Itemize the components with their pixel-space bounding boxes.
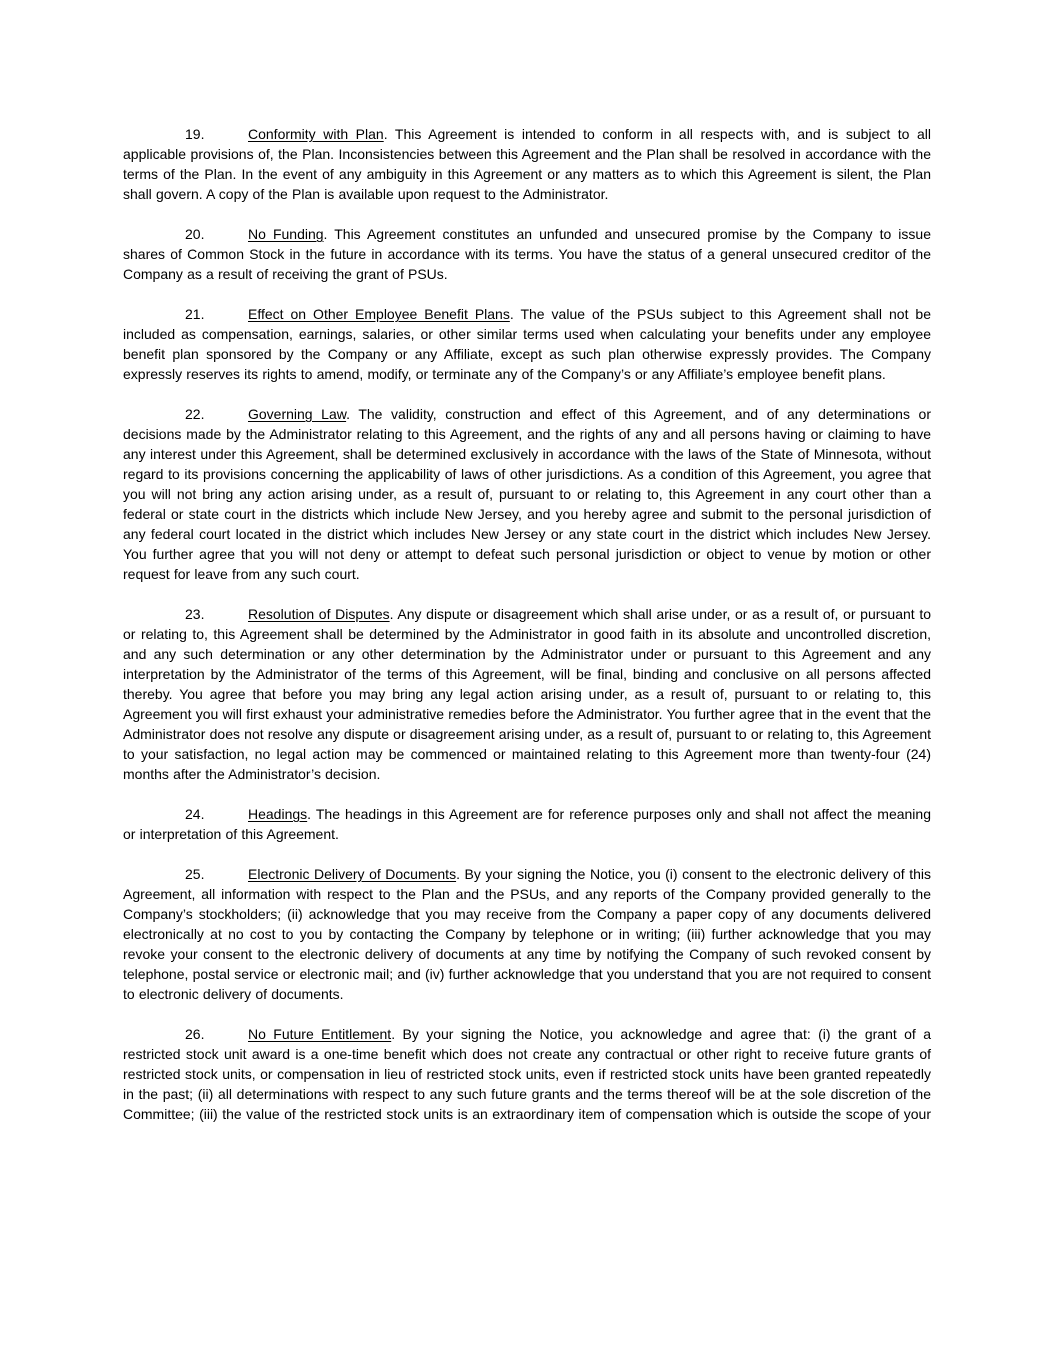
paragraph-20-no-funding [123, 224, 931, 284]
paragraph-21-effect-on-other-employee-benefit-plans [123, 304, 931, 384]
paragraph-body: . This Agreement constitutes an unfunded and unsecured promise by the Company to issue shares of Common Stock in the future in accordance with its terms. You have the status of a general unsecured creditor of the Company as a result of receiving the grant of PSUs. [123, 226, 931, 282]
paragraph-body: . The headings in this Agreement are for reference purposes only and shall not affect the meaning or interpretation of this Agreement. [123, 806, 931, 842]
paragraph-body: . By your signing the Notice, you acknowledge and agree that: (i) the grant of a restricted stock unit award is a one-time benefit which does not create any contractual or other right to receive future grants of restricted stock units, or compensation in lieu of restricted stock units, even if restricted stock units have been granted repeatedly in the past; (ii) all determinations with respect to any such future grants and the terms thereof will be at the sole discretion of the Committee; (iii) the value of the restricted stock units is an extraordinary item of compensation which is outside the scope of your [123, 1026, 931, 1122]
paragraph-number: 21. [185, 306, 205, 322]
paragraph-19-conformity-with-plan [123, 124, 931, 204]
paragraph-23-resolution-of-disputes [123, 604, 931, 784]
paragraph-number: 26. [185, 1026, 205, 1042]
paragraph-heading: Conformity with Plan [248, 126, 384, 142]
paragraph-body: . By your signing the Notice, you (i) consent to the electronic delivery of this Agreement, all information with respect to the Plan and the PSUs, and any reports of the Company provided generally to the Company’s stockholders; (ii) acknowledge that you may receive from the Company a paper copy of any documents delivered electronically at no cost to you by contacting the Company by telephone or in writing; (iii) further acknowledge that you may revoke your consent to the electronic delivery of documents at any time by notifying the Company of such revoked consent by telephone, postal service or electronic mail; and (iv) further acknowledge that you understand that you are not required to consent to electronic delivery of documents. [123, 866, 931, 1002]
paragraph-body: . Any dispute or disagreement which shall arise under, or as a result of, or pursuant to or relating to, this Agreement shall be determined by the Administrator in good faith in its absolute and uncontrolled discretion, and any such determination or any other determination by the Administrator under or pursuant to this Agreement and any interpretation by the Administrator of the terms of this Agreement, will be final, binding and conclusive on all persons affected thereby. You agree that before you may bring any legal action arising under, as a result of, pursuant to or relating to, this Agreement you will first exhaust your administrative remedies before the Administrator. You further agree that in the event that the Administrator does not resolve any dispute or disagreement arising under, as a result of, pursuant to or relating to, this Agreement to your satisfaction, no legal action may be commenced or maintained relating to this Agreement more than twenty-four (24) months after the Administrator’s decision. [123, 606, 931, 782]
paragraph-24-headings [123, 804, 931, 844]
paragraph-25-electronic-delivery-of-documents [123, 864, 931, 1004]
paragraph-heading: Electronic Delivery of Documents [248, 866, 457, 882]
paragraph-number: 25. [185, 866, 205, 882]
paragraph-body: . The validity, construction and effect of this Agreement, and of any determinations or decisions made by the Administrator relating to this Agreement, and the rights of any and all persons having or claiming to have any interest under this Agreement, shall be determined exclusively in accordance with the laws of the State of Minnesota, without regard to its provisions concerning the applicability of laws of other jurisdictions. As a condition of this Agreement, you agree that you will not bring any action arising under, as a result of, pursuant to or relating to, this Agreement in any court other than a federal or state court in the districts which include New Jersey, and you hereby agree and submit to the personal jurisdiction of any federal court located in the district which includes New Jersey or any state court in the district which includes New Jersey. You further agree that you will not deny or attempt to defeat such personal jurisdiction or object to venue by motion or other request for leave from any such court. [123, 406, 931, 582]
paragraph-number: 24. [185, 806, 205, 822]
paragraph-22-governing-law [123, 404, 931, 584]
paragraph-heading: Resolution of Disputes [248, 606, 390, 622]
paragraph-heading: No Future Entitlement [248, 1026, 392, 1042]
paragraph-heading: Effect on Other Employee Benefit Plans [248, 306, 510, 322]
paragraph-heading: No Funding [248, 226, 324, 242]
paragraph-number: 20. [185, 226, 205, 242]
paragraph-26-no-future-entitlement [123, 1024, 931, 1124]
paragraph-number: 23. [185, 606, 205, 622]
paragraph-body: . The value of the PSUs subject to this Agreement shall not be included as compensation, earnings, salaries, or other similar terms used when calculating your benefits under any employee benefit plan sponsored by the Company or any Affiliate, except as such plan otherwise expressly provides. The Company expressly reserves its rights to amend, modify, or terminate any of the Company’s or any Affiliate’s employee benefit plans. [123, 306, 931, 382]
paragraph-number: 22. [185, 406, 205, 422]
paragraph-heading: Governing Law [248, 406, 347, 422]
paragraph-number: 19. [185, 126, 205, 142]
paragraph-body: . This Agreement is intended to conform in all respects with, and is subject to all applicable provisions of, the Plan. Inconsistencies between this Agreement and the Plan shall be resolved in accordance with the terms of the Plan. In the event of any ambiguity in this Agreement or any matters as to which this Agreement is silent, the Plan shall govern. A copy of the Plan is available upon request to the Administrator. [123, 126, 931, 202]
paragraph-heading: Headings [248, 806, 308, 822]
